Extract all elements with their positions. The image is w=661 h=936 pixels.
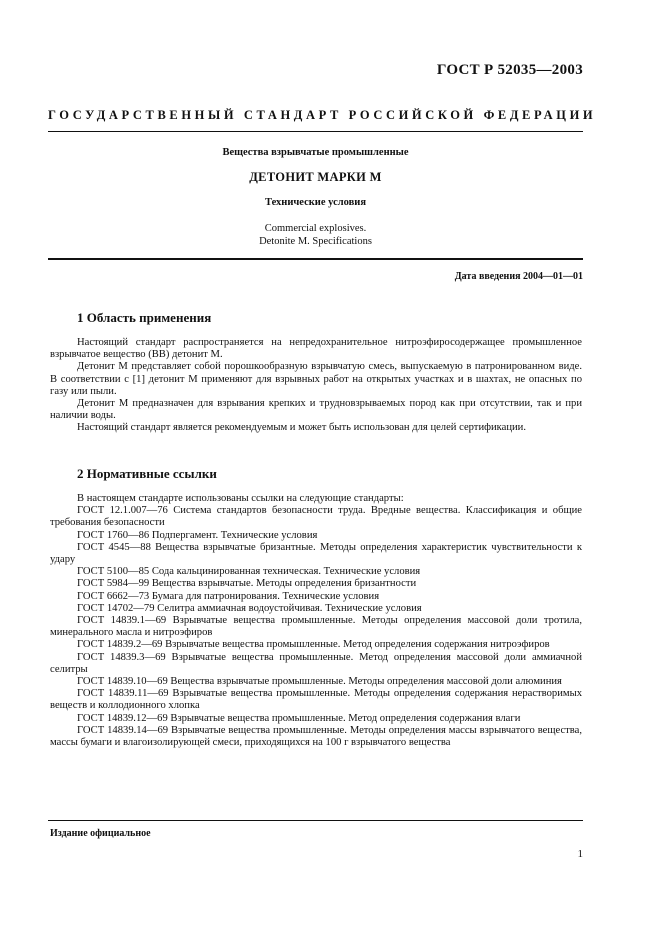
paragraph: Настоящий стандарт распространяется на непредохранительное нитроэфиросодержащее промышленное взрывчатое вещество (ВВ) детонит М. bbox=[50, 337, 582, 361]
reference-item: ГОСТ 14839.14—69 Взрывчатые вещества промышленные. Методы определения массы взрывчатого вещества, массы бумаги и влагоизолирующей смеси, приходящихся на 100 г взрывчатого вещества bbox=[50, 724, 582, 749]
paragraph: Детонит М представляет собой порошкообразную взрывчатую смесь, выпускаемую в патронированном виде. В соответствии с [1] детонит М применяют для взрывных работ на открытых участках и в шахтах, не опасных по газу или пыли. bbox=[50, 361, 582, 397]
section-1-body bbox=[50, 337, 582, 435]
section-2-body bbox=[50, 493, 582, 749]
reference-item: ГОСТ 14839.2—69 Взрывчатые вещества промышленные. Метод определения содержания нитроэфиров bbox=[77, 639, 550, 651]
reference-item: ГОСТ 14839.12—69 Взрывчатые вещества промышленные. Метод определения содержания влаги bbox=[77, 712, 521, 724]
standard-spec: Технические условия bbox=[264, 197, 367, 208]
reference-item: ГОСТ 1760—86 Подпергамент. Технические условия bbox=[77, 529, 318, 541]
english-title-line1: Commercial explosives. bbox=[264, 223, 367, 234]
reference-item: ГОСТ 12.1.007—76 Система стандартов безопасности труда. Вредные вещества. Классификация и общие требования безопасности bbox=[50, 505, 582, 529]
reference-item: ГОСТ 14839.11—69 Взрывчатые вещества промышленные. Методы определения содержания нерастворимых веществ и коллодионного хлопка bbox=[50, 688, 582, 712]
reference-item: ГОСТ 14839.1—69 Взрывчатые вещества промышленные. Методы определения массовой доли тротила, минерального масла и нитроэфиров bbox=[50, 615, 582, 639]
section-1-heading: 1 Область применения bbox=[77, 310, 212, 325]
top-divider bbox=[48, 131, 583, 132]
reference-item: ГОСТ 14839.10—69 Вещества взрывчатые промышленные. Методы определения массовой доли алюминия bbox=[77, 676, 562, 688]
english-title-line2: Detonite M. Specifications bbox=[259, 235, 372, 247]
introduction-date: Дата введения 2004—01—01 bbox=[454, 271, 583, 282]
paragraph: Детонит М предназначен для взрывания крепких и трудновзрываемых пород как при отсутствии, так и при наличии воды. bbox=[50, 398, 582, 422]
reference-item: ГОСТ 5984—99 Вещества взрывчатые. Методы определения бризантности bbox=[77, 578, 417, 590]
section-2-heading: 2 Нормативные ссылки bbox=[77, 466, 217, 481]
standard-title: ДЕТОНИТ МАРКИ М bbox=[249, 170, 382, 184]
state-standard-heading: ГОСУДАРСТВЕННЫЙ СТАНДАРТ РОССИЙСКОЙ ФЕДЕРАЦИИ bbox=[48, 108, 597, 122]
reference-item: ГОСТ 4545—88 Вещества взрывчатые бризантные. Методы определения характеристик чувствительности к удару bbox=[50, 541, 582, 566]
paragraph: В настоящем стандарте использованы ссылки на следующие стандарты: bbox=[77, 493, 404, 504]
reference-item: ГОСТ 14702—79 Селитра аммиачная водоустойчивая. Технические условия bbox=[77, 602, 422, 614]
paragraph: Настоящий стандарт является рекомендуемым и может быть использован для целей сертификации. bbox=[77, 422, 526, 434]
document-number: ГОСТ Р 52035—2003 bbox=[436, 62, 583, 78]
footer-divider bbox=[48, 820, 583, 821]
reference-item: ГОСТ 5100—85 Сода кальцинированная техническая. Технические условия bbox=[77, 566, 421, 578]
title-divider bbox=[48, 258, 583, 260]
reference-item: ГОСТ 14839.3—69 Взрывчатые вещества промышленные. Метод определения массовой доли аммиачной селитры bbox=[50, 651, 582, 675]
standard-subtitle: Вещества взрывчатые промышленные bbox=[222, 147, 409, 158]
edition-label: Издание официальное bbox=[50, 828, 151, 839]
english-title bbox=[48, 223, 583, 248]
reference-item: ГОСТ 6662—73 Бумага для патронирования. Технические условия bbox=[77, 590, 380, 602]
page-number: 1 bbox=[577, 848, 583, 860]
